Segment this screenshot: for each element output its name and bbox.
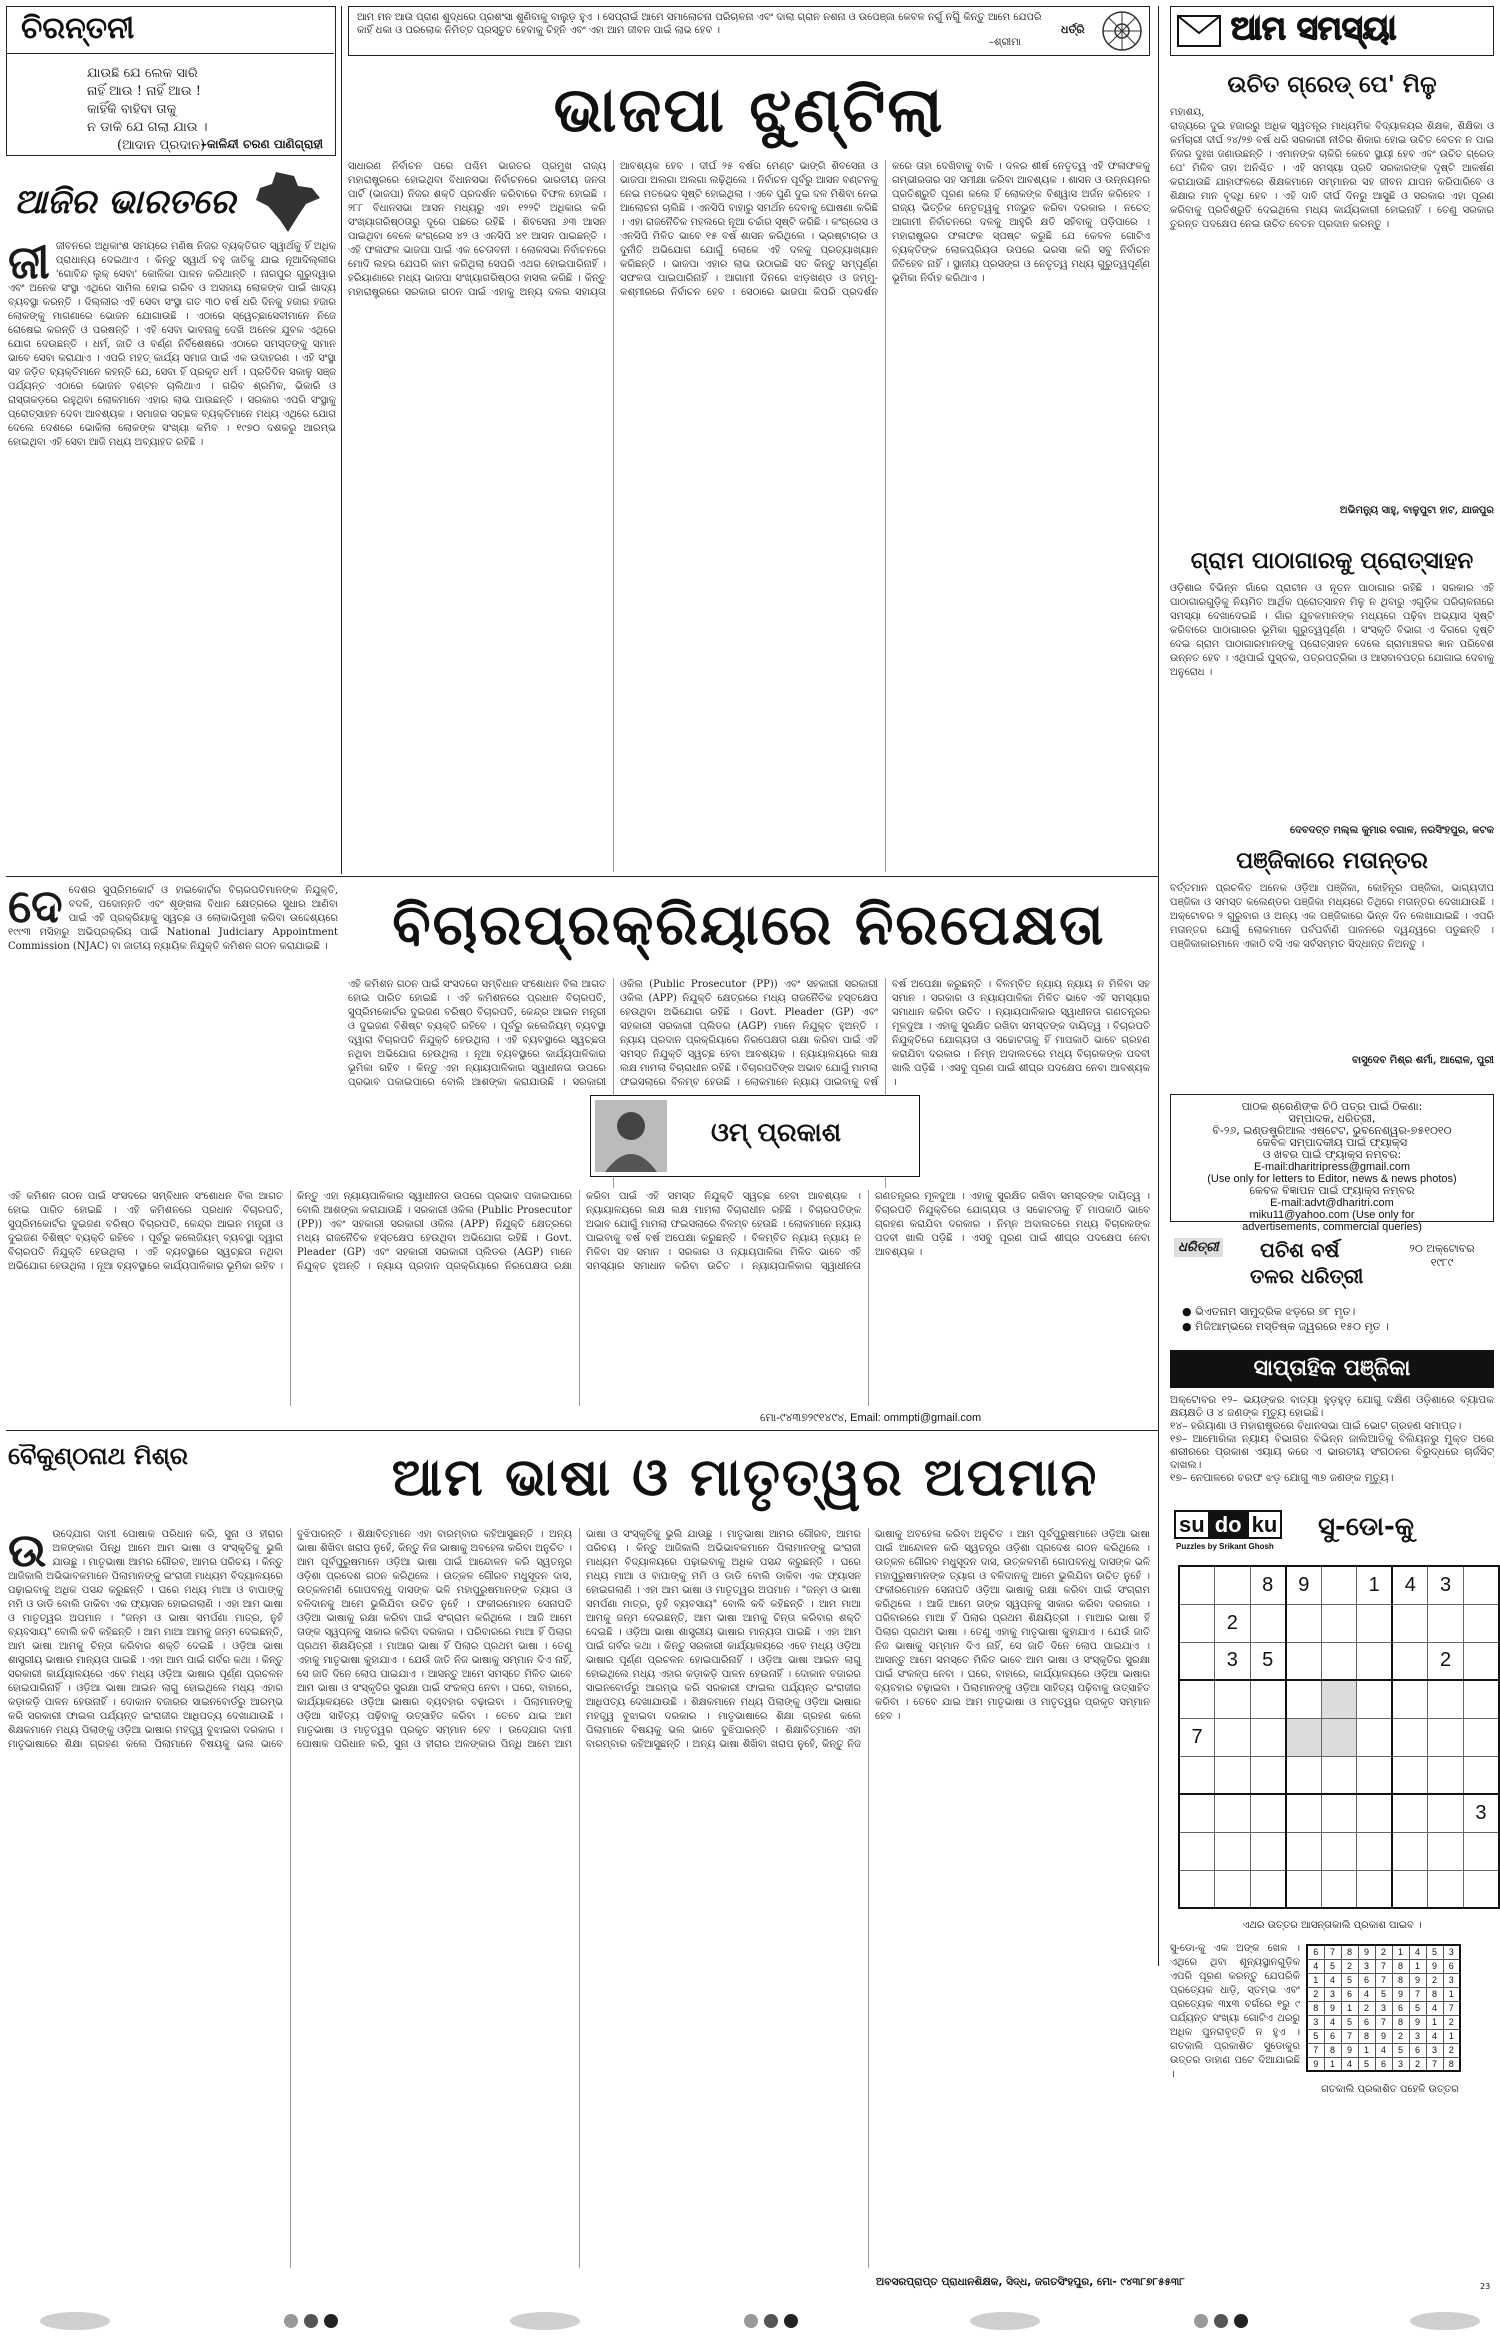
answer-cell: 5 xyxy=(1375,1987,1392,2001)
advt-email[interactable]: E-mail:advt@dharitri.com xyxy=(1270,1197,1394,1209)
sudoku-cell[interactable] xyxy=(1428,1604,1464,1642)
sudoku-cell[interactable] xyxy=(1428,1832,1464,1870)
dharitri-logo: ଧରିତ୍ରୀ xyxy=(1174,1238,1223,1257)
sudoku-cell[interactable] xyxy=(1392,1832,1428,1870)
sudoku-cell[interactable] xyxy=(1286,1680,1322,1718)
letter-author: ଦେବଦତ୍ତ ମଲ୍ଲ କୁମାର ବଗାଳ, ନରସିଂହପୁର, କଟକ xyxy=(1290,825,1494,836)
answer-cell: 4 xyxy=(1307,1959,1324,1973)
contact-line: କେବଳ ସମ୍ପାଦକୀୟ ପାଇଁ ଫ୍ୟାକ୍ସ xyxy=(1256,1136,1408,1149)
answer-cell: 8 xyxy=(1307,2001,1324,2015)
answer-cell: 3 xyxy=(1443,1973,1460,1987)
chirantani-title: ଚିରନ୍ତନୀ xyxy=(21,11,135,46)
sudoku-cell[interactable] xyxy=(1357,1832,1393,1870)
answer-cell: 6 xyxy=(1443,1959,1460,1973)
answer-row xyxy=(1307,1973,1460,1987)
contact-line: ପାଠକ ଶ୍ରେଣିଙ୍କ ଚିଠି ପତ୍ର ପାଇଁ ଠିକଣା: xyxy=(1241,1100,1423,1113)
sudoku-cell[interactable] xyxy=(1463,1870,1499,1908)
sudoku-cell[interactable] xyxy=(1321,1718,1356,1756)
sudoku-cell[interactable] xyxy=(1286,1642,1322,1680)
answer-cell: 1 xyxy=(1324,2057,1341,2071)
answer-cell: 2 xyxy=(1375,1945,1392,1959)
poem-line: ନାହିଁ ଆଉ ! ନାହିଁ ଆଉ ! xyxy=(87,84,201,99)
answer-cell: 4 xyxy=(1324,2015,1341,2029)
sudoku-row xyxy=(1179,1832,1499,1870)
sudoku-cell[interactable] xyxy=(1321,1604,1356,1642)
answer-row xyxy=(1307,2015,1460,2029)
answer-cell: 9 xyxy=(1409,1973,1426,1987)
answer-cell: 4 xyxy=(1426,2001,1443,2015)
bichara-lead xyxy=(8,884,338,1184)
answer-cell: 2 xyxy=(1443,2043,1460,2057)
sudoku-cell[interactable] xyxy=(1392,1642,1428,1680)
list-item: ● ଭିଏତନାମ ସାମୁଦ୍ରିକ ଝଡ଼ରେ ୭୮ ମୃତ। xyxy=(1182,1305,1356,1318)
sudoku-cell[interactable]: 1 xyxy=(1357,1566,1393,1604)
answer-row xyxy=(1307,2029,1460,2043)
dropcap: ଦେ xyxy=(8,884,63,933)
answer-cell: 3 xyxy=(1324,1987,1341,2001)
sudoku-cell[interactable] xyxy=(1179,1642,1215,1680)
ama-bhasha-byline: ବୈକୁଣ୍ଠନାଥ ମିଶ୍ର xyxy=(8,1442,188,1470)
sudoku-row xyxy=(1179,1718,1499,1756)
answer-cell: 8 xyxy=(1392,1973,1409,1987)
bichara-headline: ବିଚାରପ୍ରକ୍ରିୟାରେ ନିରପେକ୍ଷତା xyxy=(392,893,1106,958)
sudoku-row xyxy=(1179,1566,1499,1604)
answer-cell: 7 xyxy=(1307,2043,1324,2057)
twenty-five-years xyxy=(1170,1232,1494,1342)
sudoku-cell[interactable]: 2 xyxy=(1428,1642,1464,1680)
sudoku-answer-grid xyxy=(1306,1944,1461,2072)
contact-line: ବି-୨୬, ଇଣ୍ଡଷ୍ଟ୍ରିଆଲ ଏଷ୍ଟେଟ, ଭୁବନେଶ୍ୱର-୭୫୧୦୧୦ xyxy=(1212,1124,1452,1137)
answer-cell: 1 xyxy=(1358,2043,1375,2057)
bjp-body: ସାଧାରଣ ନିର୍ବାଚନ ପରେ ପଶ୍ଚିମ ଭାରତର ପ୍ରମୁଖ ରାଜ୍ୟ ମହାରାଷ୍ଟ୍ରରେ ହୋଇଥିବା ବିଧାନସଭା ନିର୍ବାଚନରେ ଭାରତୀୟ ଜନତା ପାର୍ଟି (ଭାଜପା) ନିଜର ଶକ୍ତି ପ୍ରଦର୍ଶନ କରିବାରେ ବିଫଳ ହୋଇଛି । ୨୮୮ ବିଧାନସଭା ଆସନ ମଧ୍ୟରୁ ଏହା ୧୨୨ଟି ଅଧିକାର କରି ସଂଖ୍ୟାଗରିଷ୍ଠତାରୁ ଦୂରେ ପଛରେ ରହିଛି । ଶିବସେନା ୬୩ ଆସନ ପାଇଥିବା ବେଳେ କଂଗ୍ରେସ ୪୨ ଓ ଏନସିପି ୪୧ ଆସନ ପାଇଛନ୍ତି । ଏହି ଫଳାଫଳ ଭାଜପା ପାଇଁ ଏକ ଚେତାବନୀ । ଲୋକସଭା ନିର୍ବାଚନରେ ମୋଦି ଲହର ଯେପରି କାମ କରିଥିଲା ସେପରି ଏଥର ହୋଇପାରିନାହିଁ । ହରିୟାଣାରେ ମଧ୍ୟ ଭାଜପା ସଂଖ୍ୟାଗରିଷ୍ଠତା ହାସଲ କରିଛି । କିନ୍ତୁ ମହାରାଷ୍ଟ୍ରରେ ସରକାର ଗଠନ ପାଇଁ ଏହାକୁ ଅନ୍ୟ ଦଳର ସହାୟତା ଆବଶ୍ୟକ ହେବ । ଦୀର୍ଘ ୨୫ ବର୍ଷର ମେଣ୍ଟ ଭାଙ୍ଗି ଶିବସେନା ଓ ଭାଜପା ଅଲଗା ଅଲଗା ଲଢ଼ିଥିଲେ । ନିର୍ବାଚନ ପୂର୍ବରୁ ଆସନ ବଣ୍ଟନକୁ ନେଇ ମତଭେଦ ସୃଷ୍ଟି ହୋଇଥିଲା । ଏବେ ପୁଣି ଦୁଇ ଦଳ ମିଶିବା ନେଇ ଆଲୋଚନା ଚାଲିଛି । ଏନସିପି ବାହାରୁ ସମର୍ଥନ ଦେବାକୁ ଘୋଷଣା କରିଛି । ଏହା ରାଜନୈତିକ ମହଲରେ ନୂଆ ଚର୍ଚ୍ଚାର ସୃଷ୍ଟି କରିଛି । କଂଗ୍ରେସ ଓ ଏନସିପି ମିଳିତ ଭାବେ ୧୫ ବର୍ଷ ଶାସନ କରିଥିଲେ । ଭ୍ରଷ୍ଟାଚାର ଓ ଦୁର୍ନୀତି ଅଭିଯୋଗ ଯୋଗୁଁ ଲୋକେ ଏହି ଦଳକୁ ପ୍ରତ୍ୟାଖ୍ୟାନ କରିଛନ୍ତି । ଭାଜପା ଏହାର ଲାଭ ଉଠାଇଛି ସତ କିନ୍ତୁ ସମ୍ପୂର୍ଣ୍ଣ ସଫଳତା ପାଇପାରିନାହିଁ । ଆଗାମୀ ଦିନରେ ଝାଡ଼ଖଣ୍ଡ ଓ ଜମ୍ମୁ-କଶ୍ମୀରରେ ନିର୍ବାଚନ ହେବ । ସେଠାରେ ଭାଜପା କିପରି ପ୍ରଦର୍ଶନ କରେ ତାହା ଦେଖିବାକୁ ବାକି । ଦଳର ଶୀର୍ଷ ନେତୃତ୍ୱ ଏହି ଫଳାଫଳକୁ ଗମ୍ଭୀରତାର ସହ ସମୀକ୍ଷା କରିବା ଆବଶ୍ୟକ । ଶାସନ ଓ ଉନ୍ନୟନର ପ୍ରତିଶ୍ରୁତି ପୂରଣ କଲେ ହିଁ ଲୋକଙ୍କ ବିଶ୍ୱାସ ଅର୍ଜନ କରିହେବ । ରାଜ୍ୟ ଭିତ୍ତିକ ନେତୃତ୍ୱକୁ ମଜଭୁତ କରିବା ଦରକାର । ନଚେତ୍ ଆଗାମୀ ନିର୍ବାଚନରେ ଦଳକୁ ଆହୁରି କ୍ଷତି ସହିବାକୁ ପଡ଼ିପାରେ । ମହାରାଷ୍ଟ୍ରର ଫଳାଫଳ ସ୍ପଷ୍ଟ କରୁଛି ଯେ କେବଳ ଗୋଟିଏ ବ୍ୟକ୍ତିଙ୍କ ଲୋକପ୍ରିୟତା ଉପରେ ଭରସା କରି ସବୁ ନିର୍ବାଚନ ଜିତିହେବ ନାହିଁ । ସ୍ଥାନୀୟ ପ୍ରସଙ୍ଗ ଓ ନେତୃତ୍ୱ ମଧ୍ୟ ଗୁରୁତ୍ୱପୂର୍ଣ୍ଣ ଭୂମିକା ନିର୍ବାହ କରିଥାଏ । xyxy=(348,161,1150,298)
answer-cell: 5 xyxy=(1358,2057,1375,2071)
weekly-entry: ଅକ୍ଟୋବର ୧୨– ଭୟଙ୍କର ବାତ୍ୟା ହୁଡ଼ହୁଡ଼ ଯୋଗୁ ଦକ୍ଷିଣ ଓଡ଼ିଶାରେ ବ୍ୟାପକ କ୍ଷୟକ୍ଷତି ଓ ୪ ଜଣଙ୍କ ମୃତ୍ୟୁ ହୋଇଛି। xyxy=(1170,1394,1494,1419)
answer-cell: 6 xyxy=(1341,1987,1358,2001)
answer-cell: 1 xyxy=(1409,1959,1426,1973)
sudoku-cell[interactable]: 3 xyxy=(1463,1794,1499,1832)
poem-line: (ଆଦାନ ପ୍ରଦାନ) xyxy=(117,138,206,153)
answer-cell: 8 xyxy=(1341,1945,1358,1959)
answer-cell: 4 xyxy=(1324,1973,1341,1987)
answer-cell: 6 xyxy=(1358,2015,1375,2029)
sudoku-cell[interactable] xyxy=(1428,1680,1464,1718)
sudoku-cell[interactable] xyxy=(1286,1756,1322,1794)
sudoku-cell[interactable] xyxy=(1321,1756,1356,1794)
sudoku-cell[interactable] xyxy=(1286,1870,1322,1908)
sudoku-cell[interactable]: 4 xyxy=(1392,1566,1428,1604)
lotus-emblem-icon xyxy=(1101,10,1143,52)
ad-fax-line: କେବଳ ବିଜ୍ଞାପନ ପାଇଁ ଫ୍ୟାକ୍ସ ନମ୍ବର xyxy=(1249,1184,1415,1197)
answer-cell: 5 xyxy=(1324,1959,1341,1973)
ama-samasya-header xyxy=(1170,6,1494,56)
sudoku-cell[interactable] xyxy=(1392,1794,1428,1832)
ajira-bharat-body xyxy=(8,240,336,870)
ajira-bharat-header xyxy=(6,168,336,238)
sudoku-cell[interactable] xyxy=(1179,1566,1215,1604)
top-quote-signature: –ଶ୍ରୀମା xyxy=(989,37,1021,48)
answer-cell: 7 xyxy=(1426,2057,1443,2071)
letter-body: ଓଡ଼ିଶାର ବିଭିନ୍ନ ଗାଁରେ ପ୍ରାଚୀନ ଓ ନୂତନ ପାଠାଗାର ରହିଛି । ସରକାର ଏହି ପାଠାଗାରଗୁଡ଼ିକୁ ନିୟମିତ ଆର୍ଥିକ ପ୍ରୋତ୍ସାହନ ମିଳୁ ନ ଥିବାରୁ ଏଗୁଡ଼ିକ ପରିଚାଳନାରେ ସମସ୍ୟା ଦେଖାଦେଇଛି । ଗାଁର ଯୁବକମାନଙ୍କ ମଧ୍ୟରେ ପଢ଼ିବା ଅଭ୍ୟାସ ସୃଷ୍ଟି କରିବାରେ ପାଠାଗାରର ଭୂମିକା ଗୁରୁତ୍ୱପୂର୍ଣ୍ଣ । ସଂସ୍କୃତି ବିଭାଗ ଏ ଦିଗରେ ଦୃଷ୍ଟି ଦେଇ ଗ୍ରାମ ପାଠାଗାରମାନଙ୍କୁ ପ୍ରୋତ୍ସାହନ ଦେଲେ ଗ୍ରାମାଞ୍ଚଳର ଜ୍ଞାନ ପରିବେଶ ଉନ୍ନତ ହେବ । ଏଥିପାଇଁ ପୁସ୍ତକ, ପତ୍ରପତ୍ରିକା ଓ ଆସବାବପତ୍ର ଯୋଗାଇ ଦେବାକୁ ଅନୁରୋଧ । xyxy=(1170,583,1494,678)
sudoku-odia-title: ସୁ-ଡୋ-କୁ xyxy=(1318,1512,1414,1542)
answer-cell: 4 xyxy=(1358,1987,1375,2001)
sudoku-cell[interactable] xyxy=(1392,1680,1428,1718)
sudoku-cell[interactable]: 3 xyxy=(1428,1566,1464,1604)
letter-2 xyxy=(1170,548,1494,838)
sudoku-cell[interactable]: 8 xyxy=(1250,1566,1286,1604)
ama-bhasha-text: ଉଦ୍ଯୋଗ ଦାମୀ ପୋଷାକ ପରିଧାନ କରି, ସୁନା ଓ ହୀରାର ଅଳଙ୍କାର ପିନ୍ଧି ଆମେ ଆମ ଭାଷା ଓ ସଂସ୍କୃତିକୁ ଭୁଲି ଯାଉଛୁ । ମାତୃଭାଷା ଆମର ଗୌରବ, ଆମର ପରିଚୟ । କିନ୍ତୁ ଆଜିକାଲି ଅଭିଭାବକମାନେ ପିଲାମାନଙ୍କୁ ଇଂରାଜୀ ମାଧ୍ୟମ ବିଦ୍ୟାଳୟରେ ପଢ଼ାଇବାକୁ ଅଧିକ ପସନ୍ଦ କରୁଛନ୍ତି । ଘରେ ମଧ୍ୟ ମାଆ ଓ ବାପାଙ୍କୁ ମମି ଓ ଡାଡି ବୋଲି ଡାକିବା ଏକ ଫ୍ୟାସନ ହୋଇଗଲାଣି । ଏହା ଆମ ଭାଷା ଓ ମାତୃତ୍ୱର ଅପମାନ । "ଜନ୍ମ ଓ ଭାଷା ସମର୍ପଣା ମାତ୍ର, ନୁହଁ ବ୍ୟବସାୟ" ବୋଲି କବି କହିଛନ୍ତି । ଆମ ମାଆ ଆମକୁ ଜନ୍ମ ଦେଇଛନ୍ତି, ଆମ ଭାଷା ଆମକୁ ଚିନ୍ତା କରିବାର ଶକ୍ତି ଦେଇଛି । ଓଡ଼ିଆ ଭାଷା ଶାସ୍ତ୍ରୀୟ ଭାଷାର ମାନ୍ୟତା ପାଇଛି । ଏହା ଆମ ପାଇଁ ଗର୍ବର କଥା । କିନ୍ତୁ ସରକାରୀ କାର୍ଯ୍ୟାଳୟରେ ଏବେ ମଧ୍ୟ ଓଡ଼ିଆ ଭାଷାର ପୂର୍ଣ୍ଣ ପ୍ରଚଳନ ହୋଇପାରିନାହିଁ । ଓଡ଼ିଆ ଭାଷା ଆଇନ ଲାଗୁ ହୋଇଥିଲେ ମଧ୍ୟ ଏହାର କଡ଼ାକଡ଼ି ପାଳନ ହେଉନାହିଁ । ଦୋକାନ ବଜାରର ସାଇନବୋର୍ଡରୁ ଆରମ୍ଭ କରି ସରକାରୀ ଫାଇଲ ପର୍ଯ୍ୟନ୍ତ ଇଂରାଜୀର ଆଧିପତ୍ୟ ଦେଖାଯାଉଛି । ଶିକ୍ଷକମାନେ ମଧ୍ୟ ପିଲାଙ୍କୁ ଓଡ଼ିଆ ଭାଷାର ମହତ୍ତ୍ୱ ବୁଝାଇବା ଦରକାର । ମାତୃଭାଷାରେ ଶିକ୍ଷା ଗ୍ରହଣ କଲେ ପିଲାମାନେ ବିଷୟକୁ ଭଲ ଭାବେ ବୁଝିପାରନ୍ତି । ଶିକ୍ଷାବିତ୍‌ମାନେ ଏହା ବାରମ୍ବାର କହିଆସୁଛନ୍ତି । ଅନ୍ୟ ଭାଷା ଶିଖିବା ଖରାପ ନୁହେଁ, କିନ୍ତୁ ନିଜ ଭାଷାକୁ ଅବହେଳା କରିବା ଅନୁଚିତ । ଆମ ପୂର୍ବପୁରୁଷମାନେ ଓଡ଼ିଆ ଭାଷା ପାଇଁ ଆନ୍ଦୋଳନ କରି ସ୍ୱତନ୍ତ୍ର ଓଡ଼ିଶା ପ୍ରଦେଶ ଗଠନ କରିଥିଲେ । ଉତ୍କଳ ଗୌରବ ମଧୁସୂଦନ ଦାସ, ଉତ୍କଳମଣି ଗୋପବନ୍ଧୁ ଦାସଙ୍କ ଭଳି ମହାପୁରୁଷମାନଙ୍କ ତ୍ୟାଗ ଓ ବଳିଦାନକୁ ଆମେ ଭୁଲିଯିବା ଉଚିତ ନୁହେଁ । ଫକୀରମୋହନ ସେନାପତି ଓଡ଼ିଆ ଭାଷାକୁ ରକ୍ଷା କରିବା ପାଇଁ ସଂଗ୍ରାମ କରିଥିଲେ । ଆଜି ଆମେ ତାଙ୍କ ସ୍ୱପ୍ନକୁ ସାକାର କରିବା ଦରକାର । ପରିବାରରେ ମାଆ ହିଁ ପିଲାର ପ୍ରଥମ ଶିକ୍ଷୟିତ୍ରୀ । ମାଆର ଭାଷା ହିଁ ପିଲାର ପ୍ରଥମ ଭାଷା । ତେଣୁ ଏହାକୁ ମାତୃଭାଷା କୁହାଯାଏ । ଯେଉଁ ଜାତି ନିଜ ଭାଷାକୁ ସମ୍ମାନ ଦିଏ ନାହିଁ, ସେ ଜାତି ଦିନେ ଲୋପ ପାଇଯାଏ । ଆସନ୍ତୁ ଆମେ ସମସ୍ତେ ମିଳିତ ଭାବେ ଆମ ଭାଷା ଓ ସଂସ୍କୃତିର ସୁରକ୍ଷା ପାଇଁ ସଂକଳ୍ପ ନେବା । ଘରେ, ବାହାରେ, କାର୍ଯ୍ୟାଳୟରେ ଓଡ଼ିଆ ଭାଷାର ବ୍ୟବହାର ବଢ଼ାଇବା । ପିଲାମାନଙ୍କୁ ଓଡ଼ିଆ ସାହିତ୍ୟ ପଢ଼ିବାକୁ ଉତ୍ସାହିତ କରିବା । ତେବେ ଯାଇ ଆମ ମାତୃଭାଷା ଓ ମାତୃତ୍ୱର ପ୍ରକୃତ ସମ୍ମାନ ହେବ । xyxy=(297,1529,1150,1750)
ajira-bharat-title: ଆଜିର ଭାରତରେ xyxy=(14,182,236,222)
answer-cell: 2 xyxy=(1358,2001,1375,2015)
letter-salutation: ମହାଶୟ, xyxy=(1170,107,1205,118)
sudoku-cell[interactable] xyxy=(1179,1832,1215,1870)
answer-cell: 3 xyxy=(1409,2029,1426,2043)
answer-cell: 8 xyxy=(1443,2057,1460,2071)
weekly-entry: ୧୪– ହରିୟାଣା ଓ ମହାରାଷ୍ଟ୍ରରେ ବିଧାନସଭା ପାଇଁ ଭୋଟ ଗ୍ରହଣ ସମାପ୍ତ। xyxy=(1170,1420,1462,1432)
letter-body: ରାଜ୍ୟରେ ଦୁଇ ହଜାରରୁ ଅଧିକ ସ୍ୱତନ୍ତ୍ର ମାଧ୍ୟମିକ ବିଦ୍ୟାଳୟର ଶିକ୍ଷକ, ଶିକ୍ଷିକା ଓ କର୍ମଚାରୀ ଦୀର୍ଘ ୨୪/୨୭ ବର୍ଷ ଧରି ସରକାରୀ ନୀତିର ଶିକାର ହୋଇ ଉଚିତ ବେତନ ନ ପାଇ ନିଜର ଦୁଃଖ ଜଣାଉଛନ୍ତି । ଏମାନଙ୍କ ଚାକିରି କେବେ ସ୍ଥାୟୀ ହେବ ଏବଂ ଉଚିତ ଗ୍ରେଡ୍ ପେ' ମିଳିବ ତାହା ଅନିଶ୍ଚିତ । ଏହି ସମସ୍ୟା ପ୍ରତି ସରକାରଙ୍କ ଦୃଷ୍ଟି ଆକର୍ଷଣ କରାଯାଉଛି ଯାହାଫଳରେ ଶିକ୍ଷକମାନେ ସମ୍ମାନର ସହ ଜୀବନ ଯାପନ କରିପାରିବେ ଓ ଶିକ୍ଷାର ମାନ ବୃଦ୍ଧି ହେବ । ଏହି ଦାବି ଦୀର୍ଘ ଦିନରୁ ଆସୁଛି ଓ ସରକାର ଏହା ପୂରଣ କରିବାକୁ ପ୍ରତିଶ୍ରୁତି ଦେଇଥିଲେ ମଧ୍ୟ କାର୍ଯ୍ୟକାରୀ ହୋଇନାହିଁ । ତେଣୁ ସରକାର ତୁରନ୍ତ ପଦକ୍ଷେପ ନେଇ ଉଚିତ ବେତନ ପ୍ରଦାନ କରନ୍ତୁ । xyxy=(1170,121,1494,230)
bichara-lead-text: ଦେଶର ସୁପ୍ରିମକୋର୍ଟ ଓ ହାଇକୋର୍ଟର ବିଚାରପତିମାନଙ୍କ ନିଯୁକ୍ତି, ବଦଳି, ପଦୋନ୍ନତି ଏବଂ ଶୃଙ୍ଖଳା ବିଧାନ କ୍ଷେତ୍ରରେ ସୁଧାର ଆଣିବା ପାଇଁ ଏହି ପ୍ରକ୍ରିୟାକୁ ସ୍ୱଚ୍ଛ ଓ ଲୋକାଭିମୁଖୀ କରିବା ଉଦ୍ଦେଶ୍ୟରେ ୧୯୯୩ ମସିହାରୁ ଅଭିପ୍ରକ୍ରିୟ ପାଇଁ National Judiciary Appointment Commission (NJAC) ବା ଜାତୀୟ ନ୍ୟାୟିକ ନିଯୁକ୍ତି କମିଶନ ଗଠନ କରାଯାଇଛି । xyxy=(8,885,338,952)
sudoku-cell[interactable] xyxy=(1357,1718,1393,1756)
answer-cell: 9 xyxy=(1375,2029,1392,2043)
answer-cell: 2 xyxy=(1426,1973,1443,1987)
top-quote-emblem: ଧର୍ତ୍ରି xyxy=(1061,23,1085,36)
sudoku-cell[interactable] xyxy=(1392,1604,1428,1642)
sudoku-grid xyxy=(1178,1565,1500,1909)
sudoku-cell[interactable] xyxy=(1250,1604,1286,1642)
sudoku-subtitle: Puzzles by Srikant Ghosh xyxy=(1176,1542,1274,1551)
answer-cell: 2 xyxy=(1409,2057,1426,2071)
answer-cell: 9 xyxy=(1409,2015,1426,2029)
answer-cell: 8 xyxy=(1358,2029,1375,2043)
answer-cell: 1 xyxy=(1307,1973,1324,1987)
answer-row xyxy=(1307,1945,1460,1959)
india-map-icon xyxy=(246,170,326,234)
sudoku-cell[interactable] xyxy=(1215,1680,1251,1718)
sudoku-cell[interactable] xyxy=(1286,1832,1322,1870)
top-quote-box xyxy=(348,6,1150,56)
contact-line: ସମ୍ପାଦକ, ଧରିତ୍ରୀ, xyxy=(1288,1112,1376,1125)
sudoku-cell[interactable] xyxy=(1215,1756,1251,1794)
answer-cell: 1 xyxy=(1443,2029,1460,2043)
sudoku-row xyxy=(1179,1604,1499,1642)
sudoku-cell[interactable] xyxy=(1215,1870,1251,1908)
weekly-header xyxy=(1170,1350,1494,1388)
answer-cell: 6 xyxy=(1324,2029,1341,2043)
answer-row xyxy=(1307,1959,1460,1973)
answer-cell: 9 xyxy=(1307,2057,1324,2071)
letter-author: ଅଭିମନ୍ୟୁ ସାହୁ, ବାଳୁପୁଟା ହାଟ, ଯାଜପୁର xyxy=(1339,505,1494,516)
dropcap: ଉ xyxy=(8,1528,47,1577)
sudoku-cell[interactable] xyxy=(1321,1794,1356,1832)
sudoku-cell[interactable] xyxy=(1179,1870,1215,1908)
sudoku-brand-part: ku xyxy=(1247,1510,1283,1539)
chirantani-poem xyxy=(87,65,208,155)
sudoku-cell[interactable] xyxy=(1463,1718,1499,1756)
letter-head: ପଞ୍ଜିକାରେ ମତାନ୍ତର xyxy=(1236,848,1428,874)
sudoku-cell[interactable]: 2 xyxy=(1215,1604,1251,1642)
answer-cell: 3 xyxy=(1358,1959,1375,1973)
ama-samasya-title: ଆମ ସମସ୍ୟା xyxy=(1231,9,1397,47)
answer-cell: 9 xyxy=(1426,1959,1443,1973)
sudoku-cell[interactable] xyxy=(1286,1604,1322,1642)
sudoku-cell[interactable] xyxy=(1321,1680,1356,1718)
answer-cell: 2 xyxy=(1341,1959,1358,1973)
sudoku-brand xyxy=(1174,1512,1282,1538)
sudoku-brand-part: do xyxy=(1210,1510,1247,1539)
answer-cell: 5 xyxy=(1409,2001,1426,2015)
sudoku-rules: ସୁ-ଡୋ-କୁ ଏକ ଅଙ୍କ ଖେଳ । ଏଥିରେ ଥିବା ଶୂନ୍ୟସ୍ଥାନଗୁଡ଼ିକ ଏପରି ପୂରଣ କରନ୍ତୁ ଯେପରିକି ପ୍ରତ୍ୟେକ ଧାଡ଼ି, ସ୍ତମ୍ଭ ଏବଂ ପ୍ରତ୍ୟେକ ୩x୩ ବର୍ଗରେ ୧ରୁ ୯ ପର୍ଯ୍ୟନ୍ତ ସଂଖ୍ୟା ଗୋଟିଏ ଥରରୁ ଅଧିକ ପୁନରାବୃତ୍ତି ନ ହୁଏ । ଗତକାଲି ପ୍ରକାଶିତ ସୁଡୋକୁର ଉତ୍ତର ଡାହାଣ ପଟେ ଦିଆଯାଇଛି । xyxy=(1170,1943,1300,2080)
twenty-five-title-1: ପଚିଶ ବର୍ଷ xyxy=(1260,1238,1340,1262)
answer-cell: 4 xyxy=(1409,1945,1426,1959)
answer-cell: 9 xyxy=(1324,2001,1341,2015)
answer-cell: 7 xyxy=(1341,2029,1358,2043)
answer-cell: 4 xyxy=(1375,2043,1392,2057)
letter-3 xyxy=(1170,848,1494,1068)
sudoku-cell[interactable] xyxy=(1357,1794,1393,1832)
sudoku-row xyxy=(1179,1642,1499,1680)
sudoku-cell[interactable] xyxy=(1215,1718,1251,1756)
top-quote-text: ଆମ ମନ ଆଉ ପ୍ରାଣ ଶୁଦ୍ଧରେ ପ୍ରଶଂସା ଶୁଣିବାକୁ ବାଲୁଡ଼ ହୁଏ । ସେପ୍ରାଇଁ ଆମେ ସମାଲୋଚନା ପରିଚାଳନା ଏବଂ ଦାଲା ଗ୍ରାନ ନଶନା ଓ ଉପେଞ୍ଜା କେବଳ ନର୍ଗୁ ନର୍ଗୁଁ କିନ୍ତୁ ଆମେ ଯେପରି କାହିଁ ଧକା ଓ ପରଲୋକ ନିମିତ୍ତ ପ୍ରସ୍ତୁତ ହେବାକୁ ଚିହ୍ନି ଏବଂ ଏହା ଆମ ଜୀବନ ପାଇଁ ଲାଭ ହେବ । xyxy=(357,12,1042,36)
answer-cell: 7 xyxy=(1375,1973,1392,1987)
answer-cell: 5 xyxy=(1341,2015,1358,2029)
sudoku-row xyxy=(1179,1680,1499,1718)
answer-cell: 3 xyxy=(1443,1945,1460,1959)
answer-cell: 6 xyxy=(1307,1945,1324,1959)
sudoku-cell[interactable] xyxy=(1215,1832,1251,1870)
sudoku-cell[interactable] xyxy=(1463,1566,1499,1604)
letter-1 xyxy=(1170,72,1494,518)
answer-cell: 5 xyxy=(1392,2043,1409,2057)
answer-cell: 6 xyxy=(1392,2001,1409,2015)
sudoku-row xyxy=(1179,1756,1499,1794)
ama-bhasha-headline: ଆମ ଭାଷା ଓ ମାତୃତ୍ୱର ଅପମାନ xyxy=(391,1448,1099,1508)
sudoku-cell[interactable] xyxy=(1463,1604,1499,1642)
answer-cell: 5 xyxy=(1341,1973,1358,1987)
answer-cell: 4 xyxy=(1341,2057,1358,2071)
answer-cell: 9 xyxy=(1341,2043,1358,2057)
editor-email-note: (Use only for letters to Editor, news & news photos) xyxy=(1207,1173,1457,1185)
sudoku-cell[interactable] xyxy=(1463,1642,1499,1680)
sudoku-cell[interactable] xyxy=(1357,1756,1393,1794)
dropcap: ଜୀ xyxy=(8,240,50,289)
answer-cell: 7 xyxy=(1443,2001,1460,2015)
answer-cell: 9 xyxy=(1358,1945,1375,1959)
sudoku-row xyxy=(1179,1870,1499,1908)
answer-cell: 8 xyxy=(1392,1959,1409,1973)
answer-cell: 1 xyxy=(1443,1987,1460,2001)
answer-cell: 3 xyxy=(1392,2057,1409,2071)
sudoku-cell[interactable] xyxy=(1215,1566,1251,1604)
sudoku-cell[interactable] xyxy=(1463,1832,1499,1870)
sudoku-cell[interactable] xyxy=(1428,1718,1464,1756)
answer-cell: 2 xyxy=(1443,2015,1460,2029)
letter-head: ଗ୍ରାମ ପାଠାଗାରକୁ ପ୍ରୋତ୍ସାହନ xyxy=(1190,548,1474,574)
poem-line: ନ ଡାକି ଯେ ଗଲା ଯାଉ । xyxy=(87,120,208,135)
sudoku-cell[interactable] xyxy=(1286,1718,1322,1756)
sudoku-row xyxy=(1179,1794,1499,1832)
weekly-entries xyxy=(1170,1394,1494,1494)
ama-bhasha-footer: ଅବସରପ୍ରାପ୍ତ ପ୍ରାଧାନଶିକ୍ଷକ, ସିଦ୍ଧ, ଜଗତସିଂହପୁର, ମୋ- ୯୪୩୮୭୮୫୫୩୮ xyxy=(876,2276,1185,2288)
answer-cell: 8 xyxy=(1392,2015,1409,2029)
sudoku-note: ଏଥର ଉତ୍ତର ଆସନ୍ତାକାଲି ପ୍ରକାଶ ପାଇବ । xyxy=(1242,1920,1422,1931)
author-photo xyxy=(595,1100,667,1172)
sudoku-cell[interactable] xyxy=(1250,1832,1286,1870)
sudoku-cell[interactable] xyxy=(1250,1870,1286,1908)
letter-author: ବାସୁଦେବ ମିଶ୍ର ଶର୍ମା, ଆରୋଳ, ପୁରୀ xyxy=(1351,1055,1494,1066)
weekly-entry: ୧୭– ଆମୋରିକା ନ୍ୟାୟ ବିଭାଗର ବିଭିନ୍ନ ଜାଲିଆତିକୁ ବିଲିୟନରୁ ମୁକ୍ତ ପରେ ଶରୀରରେ ପ୍ରକାଶ ଏୟାୟ କରେ ଏ ଭାରତୀୟ ସଂଗଠନର ବିରୁଦ୍ଧରେ ଚାର୍ଜସିଟ୍ ଦାଖଲ। xyxy=(1170,1433,1494,1471)
sudoku-brand-part: su xyxy=(1174,1510,1210,1539)
sudoku-cell[interactable]: 9 xyxy=(1286,1566,1322,1604)
sudoku-cell[interactable] xyxy=(1250,1680,1286,1718)
answer-cell: 8 xyxy=(1324,2043,1341,2057)
answer-cell: 5 xyxy=(1307,2029,1324,2043)
list-item: ● ମିଜିଆମ୍ଭରେ ମସ୍ତିଷ୍କ ଜ୍ୱରରେ ୧୫୦ ମୃତ । xyxy=(1182,1320,1389,1333)
contact-box xyxy=(1170,1094,1494,1233)
sudoku-cell[interactable] xyxy=(1250,1794,1286,1832)
sudoku-cell[interactable] xyxy=(1357,1604,1393,1642)
letter-body: ବର୍ତ୍ତମାନ ପ୍ରଚଳିତ ଅନେକ ଓଡ଼ିଆ ପଞ୍ଜିକା, କୋହିନୂର ପଞ୍ଜିକା, ଭାଗ୍ୟଦୀପ ପଞ୍ଜିକା ଓ ସମସ୍ତ କଲେଣ୍ଡର ପଞ୍ଜିକା ମଧ୍ୟରେ ତିଥିରେ ମତାନ୍ତର ଦେଖାଯାଉଛି । ଅକ୍ଟୋବର ୨ ଗୁରୁବାର ଓ ଅନ୍ୟ ଏକ ପଞ୍ଜିକାରେ ଭିନ୍ନ ଦିନ ଲେଖାଯାଇଛି । ଏପରି ମତାନ୍ତର ଯୋଗୁଁ ଲୋକମାନେ ପର୍ବପର୍ବାଣି ପାଳନରେ ଦ୍ୱନ୍ଦ୍ୱରେ ପଡୁଛନ୍ତି । ପଞ୍ଜିକାକାରମାନେ ଏକାଠି ବସି ଏକ ସର୍ବସମ୍ମତ ସିଦ୍ଧାନ୍ତ ନିଅନ୍ତୁ । xyxy=(1170,883,1494,950)
sudoku-cell[interactable] xyxy=(1463,1756,1499,1794)
sudoku-cell[interactable] xyxy=(1321,1832,1356,1870)
answer-cell: 7 xyxy=(1409,1987,1426,2001)
sudoku-cell[interactable] xyxy=(1357,1870,1393,1908)
ajira-bharat-text: ଜୀବନରେ ଅଧିକାଂଶ ସମୟରେ ମଣିଷ ନିଜର ବ୍ୟକ୍ତିଗତ ସ୍ୱାର୍ଥକୁ ହିଁ ଅଧିକ ପ୍ରାଧାନ୍ୟ ଦେଇଥାଏ । କିନ୍ତୁ ସ୍ୱାର୍ଥ ବହୁ ଜାତିକୁ ଯାଇ ନୂଆଦିଲ୍ଲୀର 'ଗୋବିନ୍ଦ ଲୁକ୍ ସେବା' କୋଳିକା ପାଳନ କରିଥାନ୍ତି । ନାଗପୁର ଗୁରୁଦ୍ୱାର ଏବଂ ଅନେକ ସଂସ୍ଥା ଏଥିରେ ସାମିଲ ହୋଇ ଗରିବ ଓ ଅସହାୟ ଲୋକଙ୍କ ପାଇଁ ଖାଦ୍ୟ ବ୍ୟବସ୍ଥା କରନ୍ତି । ଦିଲ୍ଲୀର ଏହି ସେବା ସଂସ୍ଥା ଗତ ୩୦ ବର୍ଷ ଧରି ଦିନକୁ ହଜାର ହଜାର ଲୋକଙ୍କୁ ମାଗଣାରେ ଭୋଜନ ଯୋଗାଉଛି । ଏଠାରେ ସ୍ୱେଚ୍ଛାସେବୀମାନେ ନିଜେ ରୋଷେଇ କରନ୍ତି ଓ ପରଷନ୍ତି । ଏହି ସେବା ଭାବନାକୁ ଦେଖି ଅନେକ ଯୁବକ ଏଥିରେ ଯୋଗ ଦେଉଛନ୍ତି । ଧର୍ମ, ଜାତି ଓ ବର୍ଣ୍ଣ ନିର୍ବିଶେଷରେ ଏଠାରେ ସମସ୍ତଙ୍କୁ ସମାନ ଭାବେ ସେବା କରାଯାଏ । ଏପରି ମହତ୍ କାର୍ଯ୍ୟ ସମାଜ ପାଇଁ ଏକ ଉଦାହରଣ । ଏହି ସଂସ୍ଥା ସହ ଜଡ଼ିତ ବ୍ୟକ୍ତିମାନେ କହନ୍ତି ଯେ, ସେବା ହିଁ ପ୍ରକୃତ ଧର୍ମ । ପ୍ରତିଦିନ ସକାଳୁ ସଞ୍ଜ ପର୍ଯ୍ୟନ୍ତ ଏଠାରେ ଭୋଜନ ବଣ୍ଟନ ଚାଲିଥାଏ । ଗରିବ ଶ୍ରମିକ, ଭିକାରି ଓ ରାସ୍ତାକଡ଼ରେ ରହୁଥିବା ଲୋକମାନେ ଏହାର ଲାଭ ପାଉଛନ୍ତି । ସରକାର ଏପରି ସଂସ୍ଥାକୁ ପ୍ରୋତ୍ସାହନ ଦେବା ଆବଶ୍ୟକ । ସମାଜର ସଚ୍ଛଳ ବ୍ୟକ୍ତିମାନେ ମଧ୍ୟ ଏଥିରେ ଯୋଗ ଦେଲେ ଦେଶରେ ଭୋକିଲା ଲୋକଙ୍କ ସଂଖ୍ୟା କମିବ । ୧୯୭୦ ଦଶକରୁ ଆରମ୍ଭ ହୋଇଥିବା ଏହି ସେବା ଆଜି ମଧ୍ୟ ଅବ୍ୟାହତ ରହିଛି । xyxy=(8,241,336,448)
bichara-body: ଏହି କମିଶନ ଗଠନ ପାଇଁ ସଂସଦରେ ସମ୍ବିଧାନ ସଂଶୋଧନ ବିଲ ଆଗତ ହୋଇ ପାରିତ ହୋଇଛି । ଏହି କମିଶନରେ ପ୍ରଧାନ ବିଚାରପତି, ସୁପ୍ରିମକୋର୍ଟର ଦୁଇଜଣ ବରିଷ୍ଠ ବିଚାରପତି, କେନ୍ଦ୍ର ଆଇନ ମନ୍ତ୍ରୀ ଓ ଦୁଇଜଣ ବିଶିଷ୍ଟ ବ୍ୟକ୍ତି ରହିବେ । ପୂର୍ବରୁ କଲେଜିୟମ୍ ବ୍ୟବସ୍ଥା ଦ୍ୱାରା ବିଚାରପତି ନିଯୁକ୍ତି ହେଉଥିଲା । ଏହି ବ୍ୟବସ୍ଥାରେ ସ୍ୱଚ୍ଛତା ନଥିବା ଅଭିଯୋଗ ହେଉଥିଲା । ନୂଆ ବ୍ୟବସ୍ଥାରେ କାର୍ଯ୍ୟପାଳିକାର ଭୂମିକା ରହିବ । କିନ୍ତୁ ଏହା ନ୍ୟାୟପାଳିକାର ସ୍ୱାଧୀନତା ଉପରେ ପ୍ରଭାବ ପକାଇପାରେ ବୋଲି ଆଶଙ୍କା କରାଯାଉଛି । ସରକାରୀ ଓକିଲ (Public Prosecutor (PP)) ଏବଂ ସହକାରୀ ସରକାରୀ ଓକିଲ (APP) ନିଯୁକ୍ତି କ୍ଷେତ୍ରରେ ମଧ୍ୟ ରାଜନୈତିକ ହସ୍ତକ୍ଷେପ ହେଉଥିବା ଅଭିଯୋଗ ରହିଛି । Govt. Pleader (GP) ଏବଂ ସହକାରୀ ସରକାରୀ ପ୍ଲିଡର (AGP) ମାନେ ନିଯୁକ୍ତ ହୁଅନ୍ତି । ନ୍ୟାୟ ପ୍ରଦାନ ପ୍ରକ୍ରିୟାରେ ନିରପେକ୍ଷତା ରକ୍ଷା କରିବା ପାଇଁ ଏହି ସମସ୍ତ ନିଯୁକ୍ତି ସ୍ୱଚ୍ଛ ହେବା ଆବଶ୍ୟକ । ନ୍ୟାୟାଳୟରେ ଲକ୍ଷ ଲକ୍ଷ ମାମଲା ବିଚାରାଧୀନ ରହିଛି । ବିଚାରପତିଙ୍କ ଅଭାବ ଯୋଗୁଁ ମାମଲା ଫଇସଲାରେ ବିଳମ୍ବ ହେଉଛି । ଲୋକମାନେ ନ୍ୟାୟ ପାଇବାକୁ ବର୍ଷ ବର୍ଷ ଅପେକ୍ଷା କରୁଛନ୍ତି । ବିଳମ୍ବିତ ନ୍ୟାୟ ନ୍ୟାୟ ନ ମିଳିବା ସହ ସମାନ । ସରକାର ଓ ନ୍ୟାୟପାଳିକା ମିଳିତ ଭାବେ ଏହି ସମସ୍ୟାର ସମାଧାନ କରିବା ଉଚିତ । ନ୍ୟାୟପାଳିକାର ସ୍ୱାଧୀନତା ଗଣତନ୍ତ୍ରର ମୂଳଦୁଆ । ଏହାକୁ ସୁରକ୍ଷିତ ରଖିବା ସମସ୍ତଙ୍କ ଦାୟିତ୍ୱ । ବିଚାରପତି ନିଯୁକ୍ତିରେ ଯୋଗ୍ୟତା ଓ ସଚ୍ଚୋଟତାକୁ ହିଁ ମାପକାଠି ଭାବେ ଗ୍ରହଣ କରାଯିବା ଦରକାର । ନିମ୍ନ ଅଦାଲତରେ ମଧ୍ୟ ବିଚାରକଙ୍କ ପଦବୀ ଖାଲି ପଡ଼ିଛି । ଏସବୁ ପୂରଣ ପାଇଁ ଶୀଘ୍ର ପଦକ୍ଷେପ ନେବା ଆବଶ୍ୟକ । xyxy=(8,1191,1150,1272)
twenty-five-items xyxy=(1182,1304,1389,1334)
answer-cell: 3 xyxy=(1375,2001,1392,2015)
answer-cell: 7 xyxy=(1375,1959,1392,1973)
poem-line: କାହିଁକି ବାହିବା ତାକୁ xyxy=(87,102,177,117)
answer-cell: 1 xyxy=(1426,2015,1443,2029)
yahoo-email[interactable]: miku11@yahoo.com (Use only for xyxy=(1249,1209,1415,1221)
sudoku-cell[interactable] xyxy=(1392,1718,1428,1756)
bichara-author-box xyxy=(590,1095,920,1177)
sudoku-cell[interactable] xyxy=(1179,1604,1215,1642)
sudoku-cell[interactable] xyxy=(1179,1794,1215,1832)
twenty-five-date: ୨୦ ଅକ୍ଟୋବର ୧୯୮୯ xyxy=(1409,1242,1475,1269)
answer-cell: 8 xyxy=(1426,1987,1443,2001)
sudoku-cell[interactable] xyxy=(1392,1870,1428,1908)
letter-head: ଉଚିତ ଗ୍ରେଡ୍ ପେ' ମିଳୁ xyxy=(1227,72,1437,98)
answer-cell: 7 xyxy=(1324,1945,1341,1959)
answer-cell: 4 xyxy=(1426,2029,1443,2043)
sudoku-cell[interactable]: 3 xyxy=(1215,1642,1251,1680)
yahoo-email-note: advertisements, commercial queries) xyxy=(1242,1221,1422,1233)
bjp-headline: ଭାଜପା ଝୁଣ୍ଟିଲା xyxy=(553,73,945,146)
answer-row xyxy=(1307,2043,1460,2057)
sudoku-cell[interactable] xyxy=(1215,1794,1251,1832)
sudoku-cell[interactable] xyxy=(1321,1870,1356,1908)
sudoku-cell[interactable]: 5 xyxy=(1250,1642,1286,1680)
contact-line: ଓ ଖବର ପାଇଁ ଫ୍ୟାକ୍ସ ନମ୍ବର: xyxy=(1262,1148,1402,1161)
bichara-contact: ମୋ-୯୪୩୭୨୯୧୪୯୪, Email: ommpti@gmail.com xyxy=(760,1412,982,1424)
twenty-five-title-2: ତଳର ଧରିତ୍ରୀ xyxy=(1250,1264,1364,1288)
answer-cell: 3 xyxy=(1307,2015,1324,2029)
sudoku-cell[interactable] xyxy=(1392,1756,1428,1794)
answer-cell: 3 xyxy=(1426,2043,1443,2057)
editor-email[interactable]: E-mail:dharitripress@gmail.com xyxy=(1253,1161,1411,1173)
sudoku-cell[interactable] xyxy=(1250,1756,1286,1794)
ama-bhasha-text: ଉଦ୍ଯୋଗ ଦାମୀ ପୋଷାକ ପରିଧାନ କରି, ସୁନା ଓ ହୀରାର ଅଳଙ୍କାର ପିନ୍ଧି ଆମେ ଆମ ଭାଷା ଓ ସଂସ୍କୃତିକୁ ଭୁଲି ଯାଉଛୁ । ମାତୃଭାଷା ଆମର ଗୌରବ, ଆମର ପରିଚୟ । କିନ୍ତୁ ଆଜିକାଲି ଅଭିଭାବକମାନେ ପିଲାମାନଙ୍କୁ ଇଂରାଜୀ ମାଧ୍ୟମ ବିଦ୍ୟାଳୟରେ ପଢ଼ାଇବାକୁ ଅଧିକ ପସନ୍ଦ କରୁଛନ୍ତି । ଘରେ ମଧ୍ୟ ମାଆ ଓ ବାପାଙ୍କୁ ମମି ଓ ଡାଡି ବୋଲି ଡାକିବା ଏକ ଫ୍ୟାସନ ହୋଇଗଲାଣି । ଏହା ଆମ ଭାଷା ଓ ମାତୃତ୍ୱର ଅପମାନ । "ଜନ୍ମ ଓ ଭାଷା ସମର୍ପଣା ମାତ୍ର, ନୁହଁ ବ୍ୟବସାୟ" ବୋଲି କବି କହିଛନ୍ତି । ଆମ ମାଆ ଆମକୁ ଜନ୍ମ ଦେଇଛନ୍ତି, ଆମ ଭାଷା ଆମକୁ ଚିନ୍ତା କରିବାର ଶକ୍ତି ଦେଇଛି । ଓଡ଼ିଆ ଭାଷା ଶାସ୍ତ୍ରୀୟ ଭାଷାର ମାନ୍ୟତା ପାଇଛି । ଏହା ଆମ ପାଇଁ ଗର୍ବର କଥା । କିନ୍ତୁ ସରକାରୀ କାର୍ଯ୍ୟାଳୟରେ ଏବେ ମଧ୍ୟ ଓଡ଼ିଆ ଭାଷାର ପୂର୍ଣ୍ଣ ପ୍ରଚଳନ ହୋଇପାରିନାହିଁ । ଓଡ଼ିଆ ଭାଷା ଆଇନ ଲାଗୁ ହୋଇଥିଲେ ମଧ୍ୟ ଏହାର କଡ଼ାକଡ଼ି ପାଳନ ହେଉନାହିଁ । ଦୋକାନ ବଜାରର ସାଇନବୋର୍ଡରୁ ଆରମ୍ଭ କରି ସରକାରୀ ଫାଇଲ ପର୍ଯ୍ୟନ୍ତ ଇଂରାଜୀର ଆଧିପତ୍ୟ ଦେଖାଯାଉଛି । ଶିକ୍ଷକମାନେ ମଧ୍ୟ ପିଲାଙ୍କୁ ଓଡ଼ିଆ ଭାଷାର ମହତ୍ତ୍ୱ ବୁଝାଇବା ଦରକାର । ମାତୃଭାଷାରେ ଶିକ୍ଷା ଗ୍ରହଣ କଲେ ପିଲାମାନେ ବିଷୟକୁ ଭଲ ଭାବେ ବୁଝିପାରନ୍ତି । ଶିକ୍ଷାବିତ୍‌ମାନେ ଏହା ବାରମ୍ବାର କହିଆସୁଛନ୍ତି । ଅନ୍ୟ ଭାଷା ଶିଖିବା ଖରାପ ନୁହେଁ, କିନ୍ତୁ ନିଜ ଭାଷାକୁ ଅବହେଳା କରିବା ଅନୁଚିତ । ଆମ ପୂର୍ବପୁରୁଷମାନେ ଓଡ଼ିଆ ଭାଷା ପାଇଁ ଆନ୍ଦୋଳନ କରି ସ୍ୱତନ୍ତ୍ର ଓଡ଼ିଶା ପ୍ରଦେଶ ଗଠନ କରିଥିଲେ । ଉତ୍କଳ ଗୌରବ ମଧୁସୂଦନ ଦାସ, ଉତ୍କଳମଣି ଗୋପବନ୍ଧୁ ଦାସଙ୍କ ଭଳି ମହାପୁରୁଷମାନଙ୍କ ତ୍ୟାଗ ଓ ବଳିଦାନକୁ ଆମେ ଭୁଲିଯିବା ଉଚିତ ନୁହେଁ । ଫକୀରମୋହନ ସେନାପତି ଓଡ଼ିଆ ଭାଷାକୁ ରକ୍ଷା କରିବା ପାଇଁ ସଂଗ୍ରାମ କରିଥିଲେ । ଆଜି ଆମେ ତାଙ୍କ ସ୍ୱପ୍ନକୁ ସାକାର କରିବା ଦରକାର । ପରିବାରରେ ମାଆ ହିଁ ପିଲାର ପ୍ରଥମ ଶିକ୍ଷୟିତ୍ରୀ । ମାଆର ଭାଷା ହିଁ ପିଲାର ପ୍ରଥମ ଭାଷା । ତେଣୁ ଏହାକୁ ମାତୃଭାଷା କୁହାଯାଏ । ଯେଉଁ ଜାତି ନିଜ ଭାଷାକୁ ସମ୍ମାନ ଦିଏ ନାହିଁ, ସେ ଜାତି ଦିନେ ଲୋପ ପାଇଯାଏ । ଆସନ୍ତୁ ଆମେ ସମସ୍ତେ ମିଳିତ ଭାବେ ଆମ ଭାଷା ଓ ସଂସ୍କୃତିର ସୁରକ୍ଷା ପାଇଁ ସଂକଳ୍ପ ନେବା । ଘରେ, ବାହାରେ, କାର୍ଯ୍ୟାଳୟରେ ଓଡ଼ିଆ ଭାଷାର ବ୍ୟବହାର ବଢ଼ାଇବା । ପିଲାମାନଙ୍କୁ ଓଡ଼ିଆ ସାହିତ୍ୟ ପଢ଼ିବାକୁ ଉତ୍ସାହିତ କରିବା । ତେବେ ଯାଇ ଆମ ମାତୃଭାଷା ଓ ମାତୃତ୍ୱର ପ୍ରକୃତ ସମ୍ମାନ ହେବ । xyxy=(8,1529,572,1750)
answer-cell: 6 xyxy=(1375,2057,1392,2071)
answer-cell: 1 xyxy=(1392,1945,1409,1959)
answer-cell: 6 xyxy=(1358,1973,1375,1987)
sudoku-cell[interactable] xyxy=(1179,1756,1215,1794)
sudoku-cell[interactable]: 7 xyxy=(1179,1718,1215,1756)
chirantani-author: –କାଳିନ୍ଦୀ ଚରଣ ପାଣିଗ୍ରାହୀ xyxy=(200,137,323,151)
answer-cell: 1 xyxy=(1341,2001,1358,2015)
bichara-body-upper: ଏହି କମିଶନ ଗଠନ ପାଇଁ ସଂସଦରେ ସମ୍ବିଧାନ ସଂଶୋଧନ ବିଲ ଆଗତ ହୋଇ ପାରିତ ହୋଇଛି । ଏହି କମିଶନରେ ପ୍ରଧାନ ବିଚାରପତି, ସୁପ୍ରିମକୋର୍ଟର ଦୁଇଜଣ ବରିଷ୍ଠ ବିଚାରପତି, କେନ୍ଦ୍ର ଆଇନ ମନ୍ତ୍ରୀ ଓ ଦୁଇଜଣ ବିଶିଷ୍ଟ ବ୍ୟକ୍ତି ରହିବେ । ପୂର୍ବରୁ କଲେଜିୟମ୍ ବ୍ୟବସ୍ଥା ଦ୍ୱାରା ବିଚାରପତି ନିଯୁକ୍ତି ହେଉଥିଲା । ଏହି ବ୍ୟବସ୍ଥାରେ ସ୍ୱଚ୍ଛତା ନଥିବା ଅଭିଯୋଗ ହେଉଥିଲା । ନୂଆ ବ୍ୟବସ୍ଥାରେ କାର୍ଯ୍ୟପାଳିକାର ଭୂମିକା ରହିବ । କିନ୍ତୁ ଏହା ନ୍ୟାୟପାଳିକାର ସ୍ୱାଧୀନତା ଉପରେ ପ୍ରଭାବ ପକାଇପାରେ ବୋଲି ଆଶଙ୍କା କରାଯାଉଛି । ସରକାରୀ ଓକିଲ (Public Prosecutor (PP)) ଏବଂ ସହକାରୀ ସରକାରୀ ଓକିଲ (APP) ନିଯୁକ୍ତି କ୍ଷେତ୍ରରେ ମଧ୍ୟ ରାଜନୈତିକ ହସ୍ତକ୍ଷେପ ହେଉଥିବା ଅଭିଯୋଗ ରହିଛି । Govt. Pleader (GP) ଏବଂ ସହକାରୀ ସରକାରୀ ପ୍ଲିଡର (AGP) ମାନେ ନିଯୁକ୍ତ ହୁଅନ୍ତି । ନ୍ୟାୟ ପ୍ରଦାନ ପ୍ରକ୍ରିୟାରେ ନିରପେକ୍ଷତା ରକ୍ଷା କରିବା ପାଇଁ ଏହି ସମସ୍ତ ନିଯୁକ୍ତି ସ୍ୱଚ୍ଛ ହେବା ଆବଶ୍ୟକ । ନ୍ୟାୟାଳୟରେ ଲକ୍ଷ ଲକ୍ଷ ମାମଲା ବିଚାରାଧୀନ ରହିଛି । ବିଚାରପତିଙ୍କ ଅଭାବ ଯୋଗୁଁ ମାମଲା ଫଇସଲାରେ ବିଳମ୍ବ ହେଉଛି । ଲୋକମାନେ ନ୍ୟାୟ ପାଇବାକୁ ବର୍ଷ ବର୍ଷ ଅପେକ୍ଷା କରୁଛନ୍ତି । ବିଳମ୍ବିତ ନ୍ୟାୟ ନ୍ୟାୟ ନ ମିଳିବା ସହ ସମାନ । ସରକାର ଓ ନ୍ୟାୟପାଳିକା ମିଳିତ ଭାବେ ଏହି ସମସ୍ୟାର ସମାଧାନ କରିବା ଉଚିତ । ନ୍ୟାୟପାଳିକାର ସ୍ୱାଧୀନତା ଗଣତନ୍ତ୍ରର ମୂଳଦୁଆ । ଏହାକୁ ସୁରକ୍ଷିତ ରଖିବା ସମସ୍ତଙ୍କ ଦାୟିତ୍ୱ । ବିଚାରପତି ନିଯୁକ୍ତିରେ ଯୋଗ୍ୟତା ଓ ସଚ୍ଚୋଟତାକୁ ହିଁ ମାପକାଠି ଭାବେ ଗ୍ରହଣ କରାଯିବା ଦରକାର । ନିମ୍ନ ଅଦାଲତରେ ମଧ୍ୟ ବିଚାରକଙ୍କ ପଦବୀ ଖାଲି ପଡ଼ିଛି । ଏସବୁ ପୂରଣ ପାଇଁ ଶୀଘ୍ର ପଦକ୍ଷେପ ନେବା ଆବଶ୍ୟକ । xyxy=(348,979,1150,1088)
sudoku-cell[interactable] xyxy=(1321,1642,1356,1680)
answer-cell: 2 xyxy=(1392,2029,1409,2043)
answer-row xyxy=(1307,2001,1460,2015)
answer-cell: 2 xyxy=(1307,1987,1324,2001)
answer-cell: 9 xyxy=(1392,1987,1409,2001)
sudoku-cell[interactable] xyxy=(1428,1756,1464,1794)
sudoku-cell[interactable] xyxy=(1286,1794,1322,1832)
sudoku-cell[interactable] xyxy=(1357,1680,1393,1718)
sudoku-cell[interactable] xyxy=(1428,1870,1464,1908)
ama-bhasha-body xyxy=(8,1528,1150,2268)
poem-line: ଯାଉଛି ଯେ ଲେକ ସାରି xyxy=(87,66,198,81)
sudoku-cell[interactable] xyxy=(1250,1718,1286,1756)
sudoku-cell[interactable] xyxy=(1463,1680,1499,1718)
weekly-entry: ୧୭– ନେପାଳରେ ବରଫ ଝଡ଼ ଯୋଗୁ ୩୭ ଜଣଙ୍କ ମୃତ୍ୟୁ। xyxy=(1170,1472,1394,1484)
answer-cell: 7 xyxy=(1375,2015,1392,2029)
weekly-title: ସାପ୍ତାହିକ ପଞ୍ଜିକା xyxy=(1253,1356,1411,1381)
sudoku-answer-caption: ଗତକାଲି ପ୍ରକାଶିତ ପହେଳି ଉତ୍ତର xyxy=(1321,2084,1459,2095)
chirantani-box xyxy=(6,6,336,156)
sudoku-cell[interactable] xyxy=(1357,1642,1393,1680)
sudoku-header xyxy=(1170,1510,1494,1558)
sudoku-cell[interactable] xyxy=(1179,1680,1215,1718)
answer-row xyxy=(1307,1987,1460,2001)
sudoku-cell[interactable] xyxy=(1428,1794,1464,1832)
bichara-author-name: ଓମ୍ ପ୍ରକାଶ xyxy=(711,1118,842,1148)
page-number: 23 xyxy=(1480,2282,1491,2291)
sudoku-cell[interactable] xyxy=(1321,1566,1356,1604)
answer-row xyxy=(1307,2057,1460,2071)
answer-cell: 5 xyxy=(1426,1945,1443,1959)
answer-cell: 6 xyxy=(1409,2043,1426,2057)
envelope-icon xyxy=(1177,15,1221,47)
